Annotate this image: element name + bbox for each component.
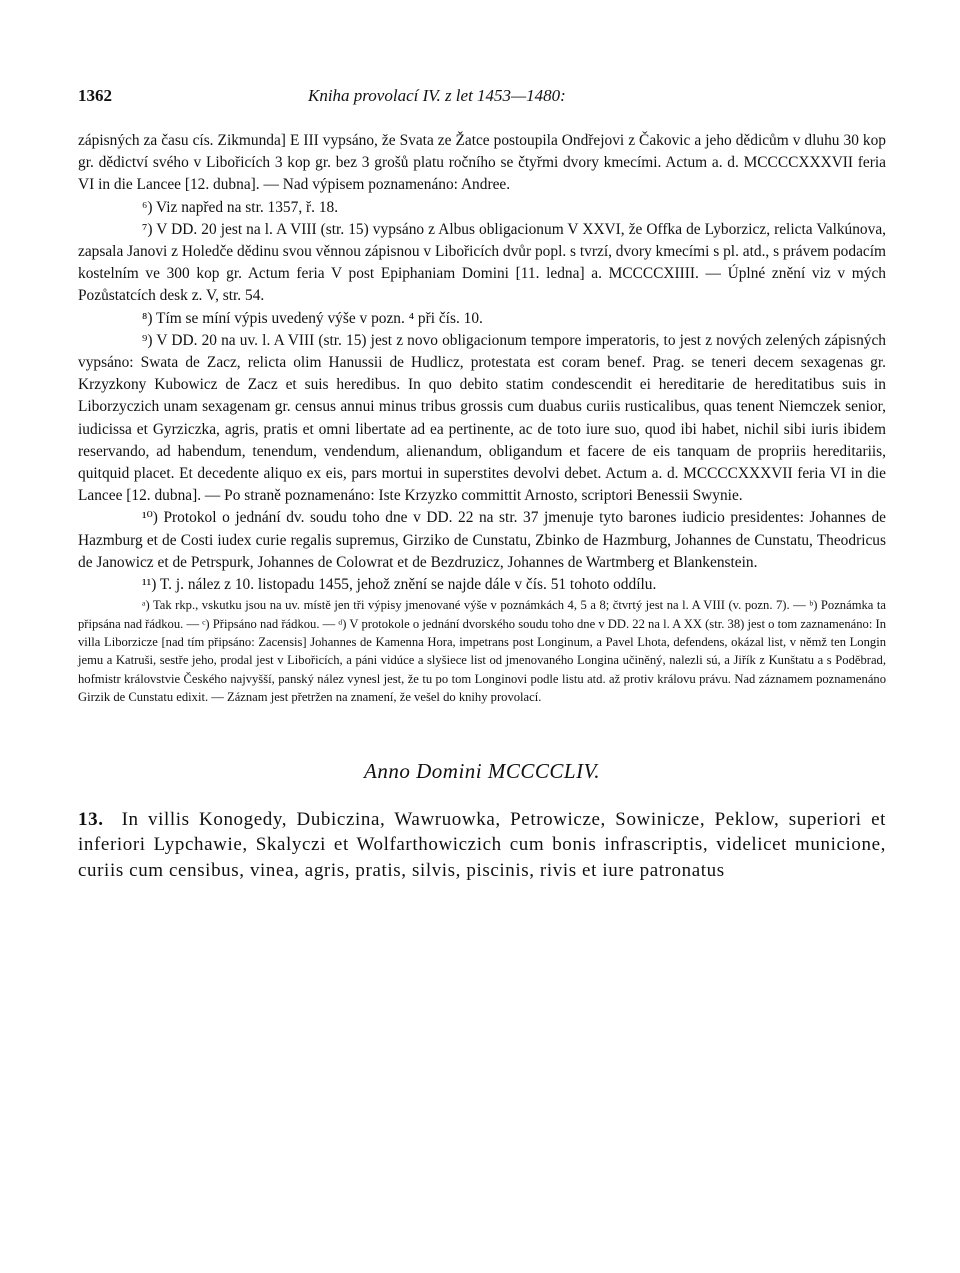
footnote-6: ⁶) Viz napřed na str. 1357, ř. 18. — [142, 198, 339, 216]
page-number: 1362 — [78, 86, 112, 105]
entry-13 — [78, 807, 886, 884]
footnote-10: ¹⁰) Protokol o jednání dv. soudu toho dne v DD. 22 na str. 37 jmenuje tyto barones iudicio presidentes: Johannes de Hazmburg et de Costi iudex curie regalis supremus, Girziko de Cunstatu, Zbinko de Hazmburg, Johannes de Cunstatu, Theodricus de Janowicz et de Petrspurk, Johannes de Colowrat et de Bezdruzicz, Johannes de Wartmberg et Blankenstein. — [78, 509, 886, 571]
page-header — [78, 86, 886, 114]
entry-text: In villis Konogedy, Dubiczina, Wawruowka, Petrowicze, Sowinicze, Peklow, superiori et inferiori Lypchawie, Skalyczi et Wolfarthowiczich cum bonis infrascriptis, videlicet municione, curiis cum censibus, vinea, agris, pratis, silvis, piscinis, rivis et iure patronatus — [78, 808, 886, 881]
footnote-11: ¹¹) T. j. nález z 10. listopadu 1455, jehož znění se najde dále v čís. 51 tohoto oddílu. — [142, 576, 657, 594]
section-title: Anno Domini MCCCCLIV. — [364, 758, 600, 783]
footnote-7: ⁷) V DD. 20 jest na l. A VIII (str. 15) vypsáno z Albus obligacionum V XXVI, že Offka de Lyborzicz, relicta Valkúnova, zapsala Janovi z Holedče dědinu svou věnnou zápisnou v Libořicích dvůr popl. s tvrzí, dvory kmecími s pl. atd., s právem podacím kostelním ve 300 kop gr. Actum feria V post Epiphaniam Domini [11. ledna] a. MCCCCXIIII. — Úplné znění viz v mých Pozůstatcích desk z. V, str. 54. — [78, 220, 886, 305]
footnote-9: ⁹) V DD. 20 na uv. l. A VIII (str. 15) jest z novo obligacionum tempore imperatoris, to jest z nových zelených zápisných vypsáno: Swata de Zacz, relicta olim Hanussii de Hudlicz, protestata est coram benef. Prag. se teneri decem sexagenas gr. Krzyzkony Kubowicz de Zacz et suis heredibus. In quo debito statim condescendit ei hereditarie de hereditatibus suis in Liborzyczich unam sexagenam gr. census annui minus tribus grossis cum duabus curiis rusticalibus, quas tenent Niemczek senior, iudicissa et Gyrziczka, agris, pratis et omni libertate ad ea pertinente, ac de toto iure suo, quod ibi habet, nichil sibi iuris ibidem reservando, ad habendum, tenendum, vendendum, alienandum, obligandum et facere de eis tanquam de propriis hereditariis, quitquid placet. Et decedente aliquo ex eis, pars mortui in superstites devolvi debet. Actum a. d. MCCCCXXXVII feria VI in die Lancee [12. dubna]. — Po straně poznamenáno: Iste Krzyzko committit Arnosto, scriptori Benessii Swynie. — [78, 331, 886, 505]
document-page — [78, 86, 886, 883]
footnote-continuation: zápisných za času cís. Zikmunda] E III vypsáno, že Svata ze Žatce postoupila Ondřejovi z Čakovic a jeho dědicům v dluhu 30 kop gr. dědictví svého v Libořicích 3 kop gr. bez 3 grošů platu ročního se čtyřmi dvory kmecími. Actum a. d. MCCCCXXXVII feria VI in die Lancee [12. dubna]. — Nad výpisem poznamenáno: Andree. — [78, 132, 886, 194]
text-critical-notes: ᵃ) Tak rkp., vskutku jsou na uv. místě jen tři výpisy jmenované výše v poznámkách 4, 5 a 8; čtvrtý jest na l. A VIII (v. pozn. 7). — ᵇ) Poznámka ta připsána nad řádkou. — ᶜ) Připsáno nad řádkou. — ᵈ) V protokole o jednání dvorského soudu toho dne v DD. 22 na l. A XX (str. 38) jest o tom zaznamenáno: In villa Liborzicze [nad tím připsáno: Zacensis] Johannes de Kamenna Hora, impetrans post Longinum, a Pavel Lhota, defendens, okázal list, v němž ten Longin jemu a Katruši, sestře jeho, prodal jest v Libořicích, a páni vidúce a slyšiece list od jmenovaného Longina učiněný, nalezli sú, a Jiřík z Kunštatu a s Poděbrad, hofmistr královstvie Českého najvyšší, panský nález vynesl jest, že tu po tom Longinovi podle listu atd. až protiv královu právu. Nad záznamem poznamenáno Girzik de Cunstatu edixit. — Záznam jest přetržen na znamení, že vešel do knihy provolací. — [78, 598, 886, 705]
entry-number: 13. — [78, 808, 104, 830]
footnote-8: ⁸) Tím se míní výpis uvedený výše v pozn. ⁴ při čís. 10. — [142, 309, 483, 327]
running-title: Kniha provolací IV. z let 1453—1480: — [308, 86, 566, 105]
